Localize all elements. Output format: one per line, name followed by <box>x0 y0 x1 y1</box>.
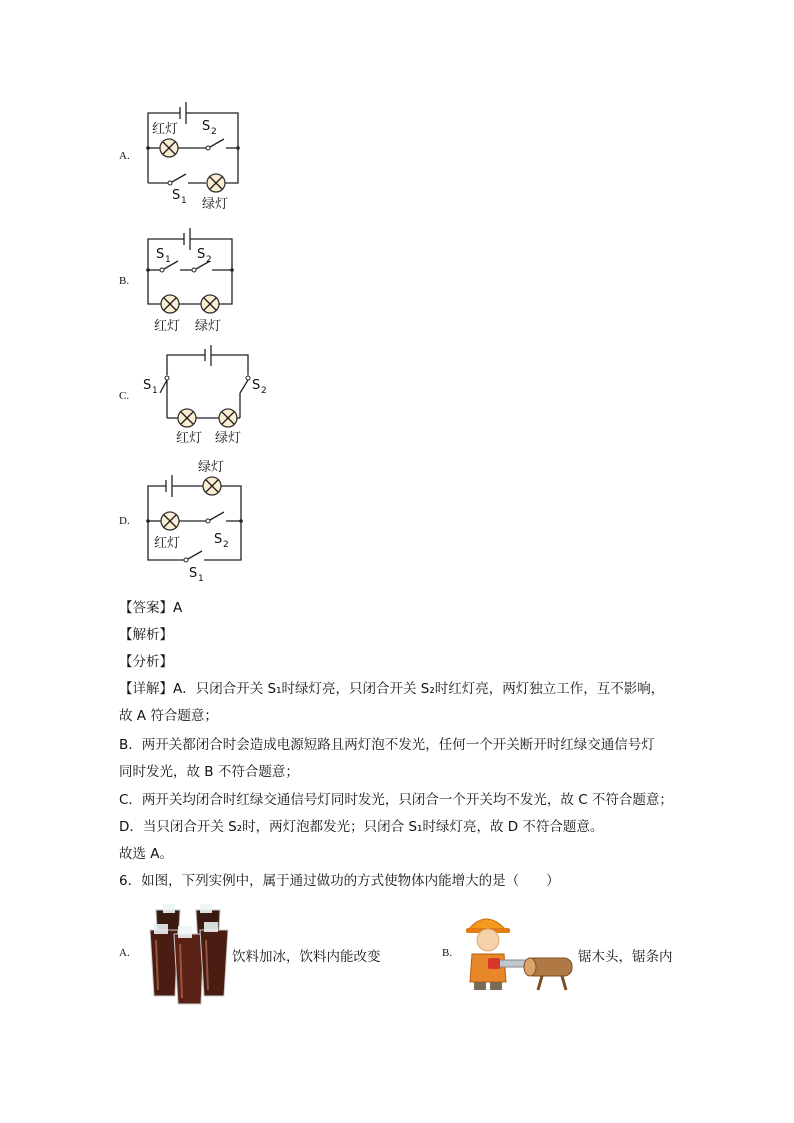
switch-s2 <box>240 380 248 393</box>
cola-glasses-image <box>148 900 230 1006</box>
label-s1: S <box>172 188 181 203</box>
switch-s2 <box>210 139 224 147</box>
svg-text:1: 1 <box>152 386 158 396</box>
switch-s1 <box>188 551 202 559</box>
label-s1: S <box>189 566 198 581</box>
q6-option-b-label: B. <box>442 947 453 959</box>
label-green: 绿灯 <box>202 197 229 212</box>
option-d-label: D. <box>119 515 130 527</box>
q6-option-b-caption: 锯木头，锯条内 <box>578 949 673 965</box>
option-c-label: C. <box>119 390 130 402</box>
option-a-label: A. <box>119 150 130 162</box>
answer-line: 【答案】A <box>119 600 183 616</box>
circuit-diagram-b <box>140 228 250 338</box>
detail-c-line: C．两开关均闭合时红绿交通信号灯同时发光，只闭合一个开关均不发光，故 C 不符合题意； <box>119 792 673 808</box>
analysis-heading: 【解析】 <box>119 627 173 643</box>
svg-text:1: 1 <box>198 574 204 584</box>
circuit-diagram-a <box>140 98 275 216</box>
detail-b-line-1: B．两开关都闭合时会造成电源短路且两灯泡不发光，任何一个开关断开时红绿交通信号灯 <box>119 737 655 753</box>
svg-text:2: 2 <box>261 386 267 396</box>
q6-option-a-label: A. <box>119 947 130 959</box>
conclusion-line: 故选 A。 <box>119 846 174 862</box>
q6-option-a-caption: 饮料加冰，饮料内能改变 <box>232 949 381 965</box>
svg-text:2: 2 <box>211 127 217 137</box>
label-red: 红灯 <box>154 319 181 334</box>
label-green: 绿灯 <box>198 460 225 475</box>
detail-b-line-2: 同时发光，故 B 不符合题意； <box>119 764 299 780</box>
circuit-diagram-d <box>140 455 270 585</box>
label-s2: S <box>252 378 261 393</box>
label-green: 绿灯 <box>195 319 222 334</box>
question-6-stem: 6．如图，下列实例中，属于通过做功的方式使物体内能增大的是（ ） <box>119 873 560 889</box>
option-b-label: B. <box>119 275 130 287</box>
label-green: 绿灯 <box>215 431 242 446</box>
switch-s2 <box>210 512 224 520</box>
detail-d-line: D．当只闭合开关 S₂时，两灯泡都发光；只闭合 S₁时绿灯亮，故 D 不符合题意。 <box>119 819 604 835</box>
detail-line-1: 【详解】A．只闭合开关 S₁时绿灯亮，只闭合开关 S₂时红灯亮，两灯独立工作，互不影响， <box>119 681 665 697</box>
label-red: 红灯 <box>152 122 179 137</box>
label-s1: S <box>156 247 165 262</box>
label-s2: S <box>202 119 211 134</box>
svg-text:2: 2 <box>223 540 229 550</box>
label-red: 红灯 <box>176 431 203 446</box>
circuit-diagram-c <box>140 345 280 450</box>
switch-s1 <box>160 380 167 393</box>
fenxi-heading: 【分析】 <box>119 654 173 670</box>
svg-text:1: 1 <box>165 255 171 265</box>
label-s1: S <box>143 378 152 393</box>
label-red: 红灯 <box>154 536 181 551</box>
label-s2: S <box>214 532 223 547</box>
svg-text:1: 1 <box>181 196 187 206</box>
switch-s1 <box>172 174 186 182</box>
svg-text:2: 2 <box>206 255 212 265</box>
label-s2: S <box>197 247 206 262</box>
detail-line-2: 故 A 符合题意； <box>119 708 218 724</box>
sawing-wood-image <box>460 908 578 992</box>
